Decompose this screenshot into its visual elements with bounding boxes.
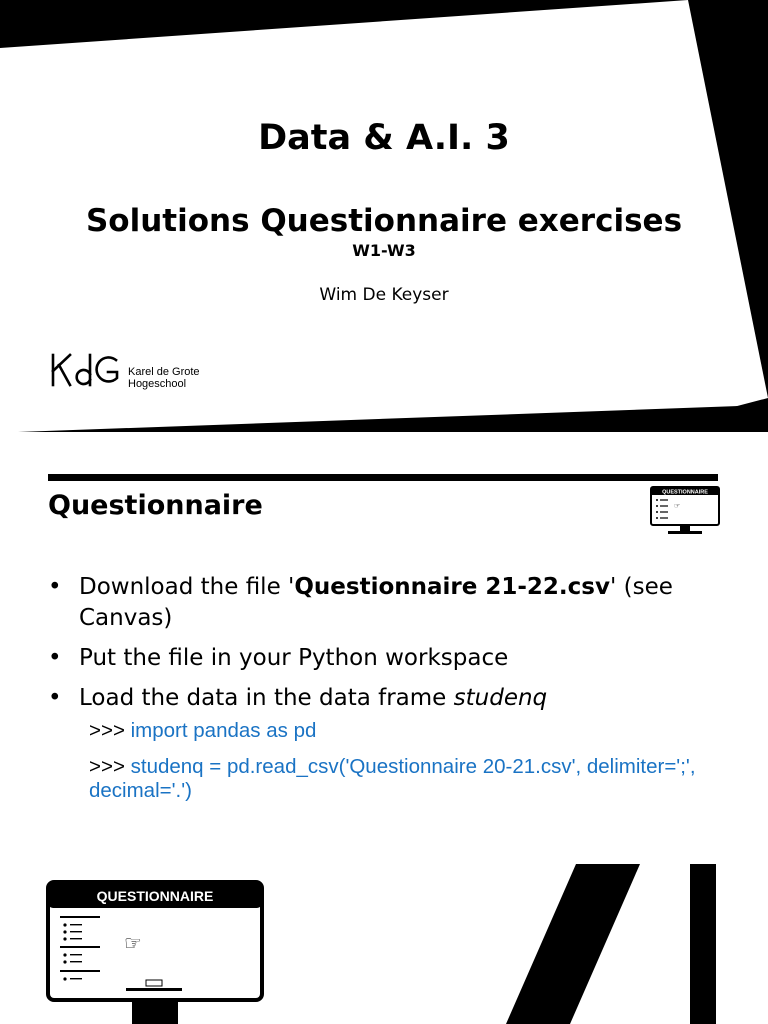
code-block [89,719,709,815]
bullet-list [48,572,718,723]
svg-text:☞: ☞ [674,502,681,510]
content-slide [0,432,768,1024]
questionnaire-monitor-icon [46,880,266,1024]
bullet-load-data: • Load the data in the data frame studenq [48,685,548,711]
bullet-download: • Download the file 'Questionnaire 21-22.csv' (see Canvas) [48,574,673,631]
monitor-label: QUESTIONNAIRE [96,888,214,904]
author-name: Wim De Keyser [319,285,449,305]
weeks-label: W1-W3 [352,241,416,260]
kdg-logo-icon [50,352,122,388]
bullet-workspace: • Put the file in your Python workspace [48,645,509,671]
csv-filename: Questionnaire 21-22.csv [294,574,610,600]
pointing-hand-icon: ☞ [124,931,142,955]
logo-line-2: Hogeschool [128,378,187,390]
code-line-import: >>> import pandas as pd [89,719,317,742]
dataframe-name: studenq [453,685,548,711]
title-slide [0,0,768,432]
heading-rule [48,474,718,481]
svg-text:QUESTIONNAIRE: QUESTIONNAIRE [662,489,708,496]
logo-wordmark [128,366,200,390]
logo-line-1: Karel de Grote [128,366,200,378]
slide-heading: Questionnaire [48,490,263,521]
slide-subtitle: Solutions Questionnaire exercises [85,203,683,239]
monitor-icon [650,486,720,536]
slide-title: Data & A.I. 3 [258,118,510,158]
code-line-read-csv: >>> studenq = pd.read_csv('Questionnaire 20-21.csv', delimiter=';', decimal='.') [89,755,696,802]
